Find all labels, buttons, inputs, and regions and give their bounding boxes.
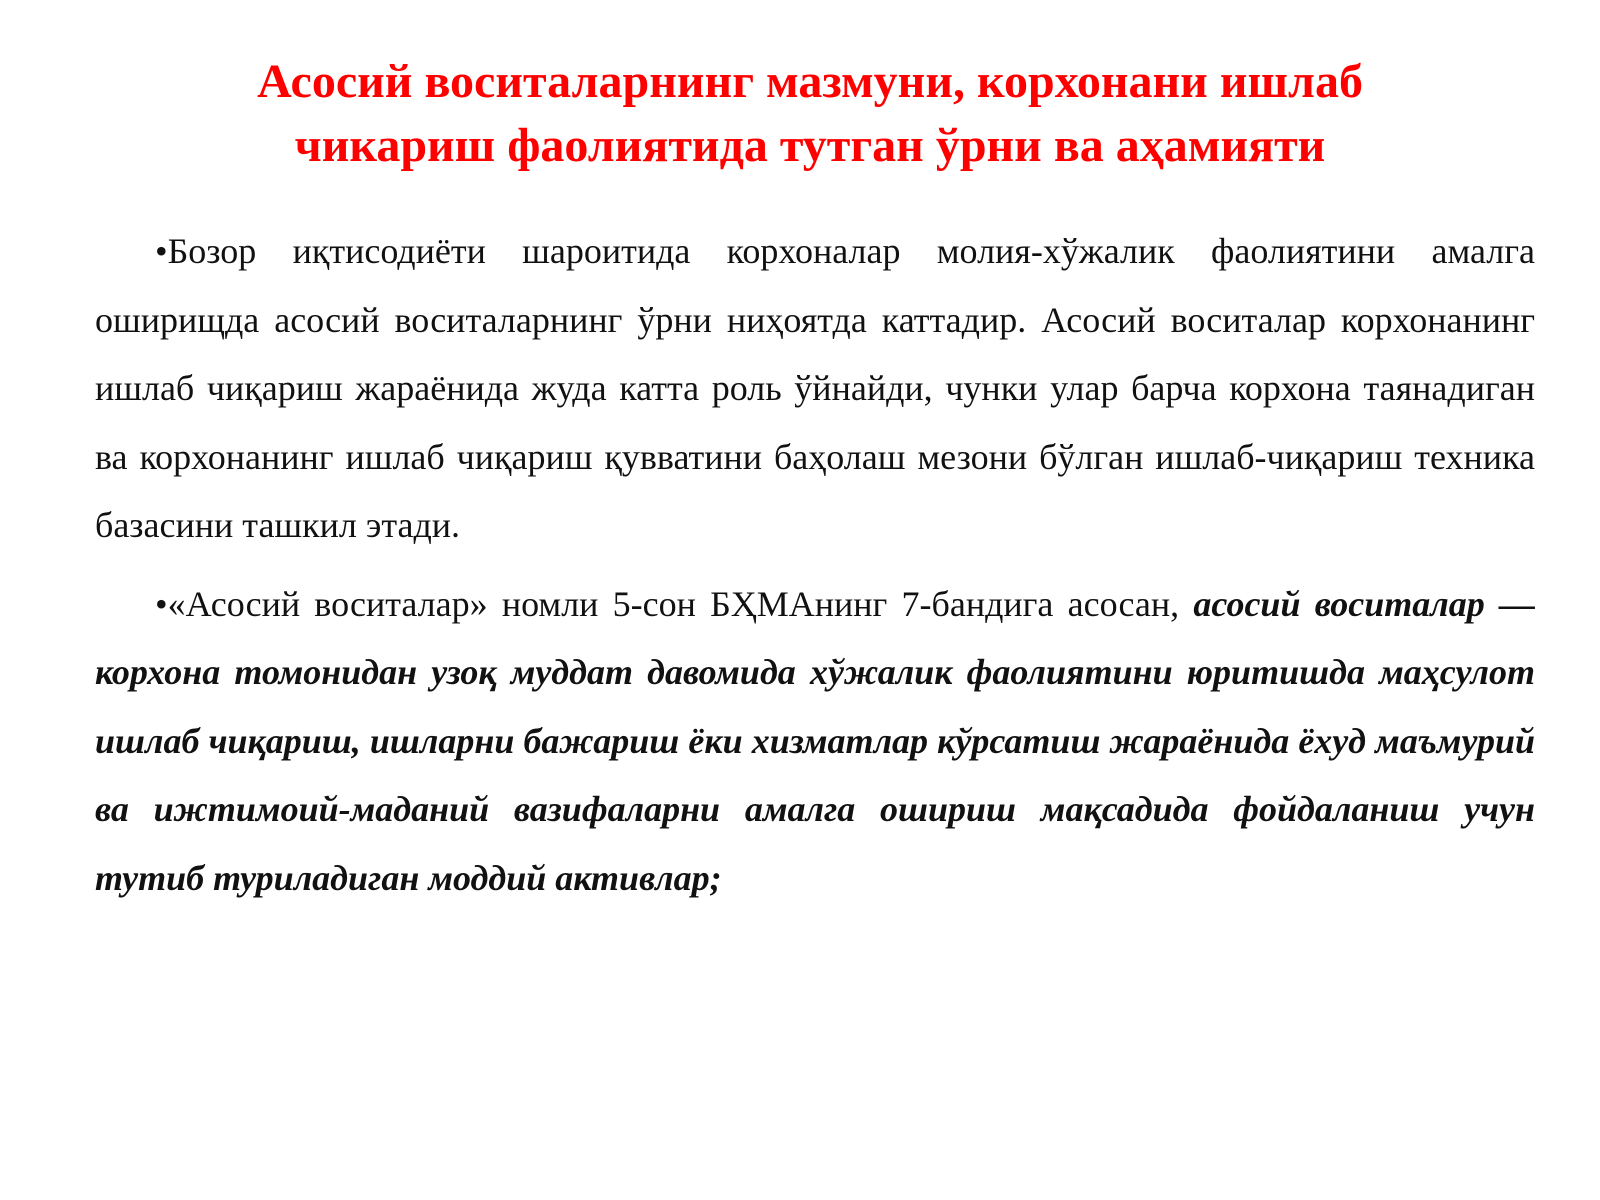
paragraph-text: Бозор иқтисодиёти шароитида корхоналар молия-хўжалик фаолиятини амалга оширищда асосий воситаларнинг ўрни ниҳоятда каттадир. Асосий воситалар корхонанинг ишлаб чиқариш жараёнида жуда катта роль ўйнайди, чунки улар барча корхона таянадиган ва корхонанинг ишлаб чиқариш қувватини баҳолаш мезони бўлган ишлаб-чиқариш техника базасини ташкил этади. — [95, 231, 1535, 545]
slide-title-line-1: Асосий воситаларнинг мазмуни, корхонани ишлаб — [257, 55, 1363, 108]
bullet-marker: • — [155, 583, 168, 624]
slide-title-line-2: чикариш фаолиятида тутган ўрни ва аҳамияти — [294, 119, 1326, 172]
slide-body — [95, 217, 1535, 912]
definition-emphasis: асосий воситалар — корхона томонидан узоқ муддат давомида хўжалик фаолиятини юритишда маҳсулот ишлаб чиқариш, ишларни бажариш ёки хизматлар кўрсатиш жараёнида ёхуд маъмурий ва ижтимоий-маданий вазифаларни амалга ошириш мақсадида фойдаланиш учун тутиб туриладиган моддий активлар; — [95, 583, 1535, 898]
slide-title — [100, 50, 1520, 178]
bullet-marker: • — [155, 231, 168, 271]
paragraph-text: «Асосий воситалар» номли 5-сон БҲМАнинг 7-бандига асосан, — [167, 583, 1194, 624]
paragraph-definition — [95, 570, 1535, 913]
paragraph-market-economy — [95, 217, 1535, 560]
